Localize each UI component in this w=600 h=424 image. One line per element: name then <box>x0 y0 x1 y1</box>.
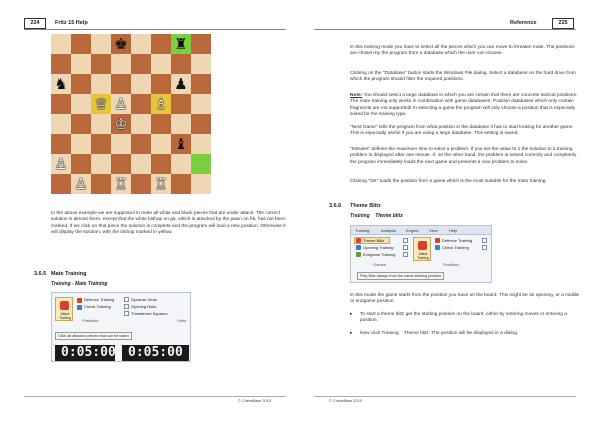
paragraph-3 <box>350 93 580 119</box>
paragraph-7: In this mode the game starts from the position you have on the board. This might be an opening, or a middle or endgame position. <box>350 293 580 305</box>
footer-right: © ChessBase 2015 <box>329 399 362 403</box>
footer-rule-left <box>24 396 286 397</box>
square-d1[interactable] <box>111 174 131 194</box>
page-number-right: 225 <box>552 18 574 29</box>
header-rule-left <box>24 29 286 30</box>
opening-training-item[interactable]: Opening Training <box>363 245 394 250</box>
square-d3[interactable] <box>111 134 131 154</box>
square-c1[interactable] <box>91 174 111 194</box>
defence-training-item-2[interactable]: Defence Training <box>442 238 473 243</box>
threatened-squares-label: Threatened Squares <box>131 311 168 316</box>
footer-rule-right <box>314 396 576 397</box>
dynamic-hints-checkbox[interactable] <box>124 297 129 302</box>
note-label: Note: <box>350 93 363 98</box>
menu-path-mate: Training - Mate Training <box>51 281 108 287</box>
square-g7[interactable] <box>171 54 191 74</box>
header-rule-right <box>314 29 576 30</box>
black-piece-g6[interactable]: ♟ <box>174 75 188 93</box>
defence-icon <box>77 298 82 303</box>
blitz-check-3[interactable] <box>403 252 408 257</box>
square-a8[interactable] <box>51 34 71 54</box>
square-h8[interactable] <box>191 34 211 54</box>
square-d5[interactable] <box>111 94 131 114</box>
square-f1[interactable] <box>151 174 171 194</box>
square-g5[interactable] <box>171 94 191 114</box>
blitz-tooltip: Play Blitz always from the same starting position <box>357 272 444 280</box>
square-c4[interactable] <box>91 114 111 134</box>
square-e7[interactable] <box>131 54 151 74</box>
square-b5[interactable] <box>71 94 91 114</box>
check-training-item[interactable]: Check Training <box>84 304 111 309</box>
bullet-1-mark: ▸ <box>350 312 353 317</box>
white-piece-b1[interactable]: ♙ <box>74 175 88 193</box>
square-b6[interactable] <box>71 74 91 94</box>
square-a6[interactable] <box>51 74 71 94</box>
defence-training-item[interactable]: Defence Training <box>84 297 115 302</box>
black-piece-d8[interactable]: ♚ <box>114 35 128 53</box>
black-piece-g8[interactable]: ♜ <box>174 35 188 53</box>
square-f8[interactable] <box>151 34 171 54</box>
square-c7[interactable] <box>91 54 111 74</box>
square-a7[interactable] <box>51 54 71 74</box>
opening-icon <box>356 245 361 250</box>
square-c6[interactable] <box>91 74 111 94</box>
right-page <box>300 0 600 424</box>
white-piece-f1[interactable]: ♖ <box>154 175 168 193</box>
attack-training-button[interactable] <box>55 297 73 321</box>
page-number-left: 224 <box>24 18 46 29</box>
white-piece-a2[interactable]: ♙ <box>54 155 68 173</box>
blitz-check-5[interactable] <box>482 245 487 250</box>
attack-icon-2 <box>418 241 427 250</box>
footer-left: © ChessBase 2015 <box>238 399 271 403</box>
square-d8[interactable] <box>111 34 131 54</box>
square-b1[interactable] <box>71 174 91 194</box>
square-h4[interactable] <box>191 114 211 134</box>
board-caption: In the above example we are supposed to mate all white and black pieces that are under attack. The correct solution is almost there, except that the white bishop on g5, which is attacked by the pawn on h6, has not been marked. If we click on that piece the solution is complete and the program will load a new position. Otherwise it will display the solution, with the bishop marked in yellow. <box>51 211 286 236</box>
square-c3[interactable] <box>91 134 111 154</box>
clock-right: 0:05:00 <box>122 345 189 361</box>
paragraph-4: "Next Game" tells the program from what position in the database it has to start looking for another game. This is especially useful if you are using a large database. This setting is saved. <box>350 125 574 137</box>
square-h5[interactable] <box>191 94 211 114</box>
hints-group-label: Hints <box>177 318 187 323</box>
running-head-right: Reference <box>510 20 537 26</box>
bullet-2-text: New click Training Theme blitz. The position will be displayed in a dialog. <box>360 331 519 336</box>
square-f3[interactable] <box>151 134 171 154</box>
opening-hints-label: Opening Hints <box>131 304 157 309</box>
white-piece-d5[interactable]: ♙ <box>114 95 128 113</box>
attack-icon <box>60 301 69 310</box>
blitz-icon <box>356 238 361 243</box>
black-piece-a6[interactable]: ♞ <box>54 75 68 93</box>
tab-view[interactable]: View <box>429 228 438 233</box>
attack-training-label-2: Attack Training <box>417 252 429 260</box>
note-text: You should select a large database in which you are certain that there are concrete tactical positions. The mate training only works in combination with game databases. Position databases which only contain fragments are not supported! In selecting a game the program will only choose a position that is especially suited for the training type. <box>350 93 578 118</box>
square-h3[interactable] <box>191 134 211 154</box>
tab-analysis[interactable]: Analysis <box>381 228 396 233</box>
blitz-check-2[interactable] <box>403 245 408 250</box>
running-head-left: Fritz 15 Help <box>55 20 88 26</box>
clock-left: 0:05:00 <box>55 345 115 361</box>
check-icon-2 <box>435 245 440 250</box>
menu-path-blitz: Training Theme blitz <box>350 213 403 219</box>
attack-tooltip: Click all attacked pieces that can be taken <box>55 332 132 340</box>
opening-hints-checkbox[interactable] <box>124 304 129 309</box>
paragraph-5: "Minutes" defines the maximum time to solve a problem. If you set the value to 1 the solution to a training problem is displayed after one minute. If, on the other hand, the problem is solved correctly and completely the program immediately loads the next game and presents a new problem to solve. <box>350 147 577 165</box>
blitz-check-4[interactable] <box>482 238 487 243</box>
square-b4[interactable] <box>71 114 91 134</box>
white-piece-d1[interactable]: ♖ <box>114 175 128 193</box>
square-e2[interactable] <box>131 154 151 174</box>
paragraph-2: Clicking on the "Database" button starts the Windows File dialog. Select a database on the hard drive from which the program should filter the required positions. <box>350 71 576 83</box>
square-h7[interactable] <box>191 54 211 74</box>
tab-training[interactable]: Training <box>355 228 370 233</box>
defence-icon-2 <box>435 238 440 243</box>
endgame-training-item[interactable]: Endgame Training <box>363 252 396 257</box>
square-c5[interactable] <box>91 94 111 114</box>
square-g2[interactable] <box>171 154 191 174</box>
tab-engine[interactable]: Engine <box>406 228 419 233</box>
games-group-label: Games <box>373 262 386 267</box>
square-g1[interactable] <box>171 174 191 194</box>
square-a4[interactable] <box>51 114 71 134</box>
square-a3[interactable] <box>51 134 71 154</box>
square-d4[interactable] <box>111 114 131 134</box>
square-e8[interactable] <box>131 34 151 54</box>
square-f5[interactable] <box>151 94 171 114</box>
theme-blitz-screenshot <box>350 225 492 283</box>
blitz-check-1[interactable] <box>403 238 408 243</box>
paragraph-6: Clicking "OK" loads the position from a game which is the most suitable for the mate training. <box>350 179 547 184</box>
square-c2[interactable] <box>91 154 111 174</box>
square-a2[interactable] <box>51 154 71 174</box>
square-b7[interactable] <box>71 54 91 74</box>
square-g6[interactable] <box>171 74 191 94</box>
square-e4[interactable] <box>131 114 151 134</box>
threatened-squares-checkbox[interactable] <box>124 311 129 316</box>
endgame-icon <box>356 252 361 257</box>
square-h6[interactable] <box>191 74 211 94</box>
square-f2[interactable] <box>151 154 171 174</box>
square-e6[interactable] <box>131 74 151 94</box>
square-b2[interactable] <box>71 154 91 174</box>
square-c8[interactable] <box>91 34 111 54</box>
square-g3[interactable] <box>171 134 191 154</box>
square-b3[interactable] <box>71 134 91 154</box>
white-piece-c5[interactable]: ♕ <box>94 95 108 113</box>
square-b8[interactable] <box>71 34 91 54</box>
mate-training-screenshot <box>51 292 191 362</box>
square-f4[interactable] <box>151 114 171 134</box>
paragraph-1: In this training mode you have to select all the pieces which you can move to threaten mate. The positions are chosen by the program from a database which the user can choose. <box>350 45 575 57</box>
square-h2[interactable] <box>191 154 211 174</box>
square-d2[interactable] <box>111 154 131 174</box>
square-e5[interactable] <box>131 94 151 114</box>
square-e1[interactable] <box>131 174 151 194</box>
check-training-item-2[interactable]: Check Training <box>442 245 469 250</box>
black-piece-g3[interactable]: ♝ <box>174 135 188 153</box>
section-title-blitz: Theme Blitz <box>350 203 381 209</box>
section-number-mate: 3.6.5 <box>34 271 47 277</box>
positions-group-label: Positions <box>82 318 99 323</box>
white-piece-d4[interactable]: ♔ <box>114 115 128 133</box>
square-g8[interactable] <box>171 34 191 54</box>
square-d7[interactable] <box>111 54 131 74</box>
square-g4[interactable] <box>171 114 191 134</box>
ribbon-tabs <box>351 226 491 235</box>
positions-group-label-2: Positions <box>443 262 460 267</box>
square-e3[interactable] <box>131 134 151 154</box>
dynamic-hints-label: Dynamic Hints <box>131 297 157 302</box>
square-f7[interactable] <box>151 54 171 74</box>
attack-training-button-2[interactable] <box>413 237 431 261</box>
attack-training-label: Attack Training <box>59 312 71 320</box>
square-d6[interactable] <box>111 74 131 94</box>
square-h1[interactable] <box>191 174 211 194</box>
chess-board[interactable] <box>51 34 211 194</box>
square-f6[interactable] <box>151 74 171 94</box>
square-a5[interactable] <box>51 94 71 114</box>
section-number-blitz: 3.6.6 <box>329 203 342 209</box>
bullet-1-text: To start a theme blitz get the starting position on the board, either by entering moves or entering a position. <box>360 312 567 324</box>
check-icon <box>77 305 82 310</box>
square-a1[interactable] <box>51 174 71 194</box>
section-title-mate: Mate Training <box>51 271 87 277</box>
white-piece-f5[interactable]: ♗ <box>154 95 168 113</box>
theme-blitz-item[interactable]: Theme Blitz <box>363 238 385 243</box>
tab-help[interactable]: Help <box>449 228 458 233</box>
bullet-2-mark: ▸ <box>350 331 353 336</box>
